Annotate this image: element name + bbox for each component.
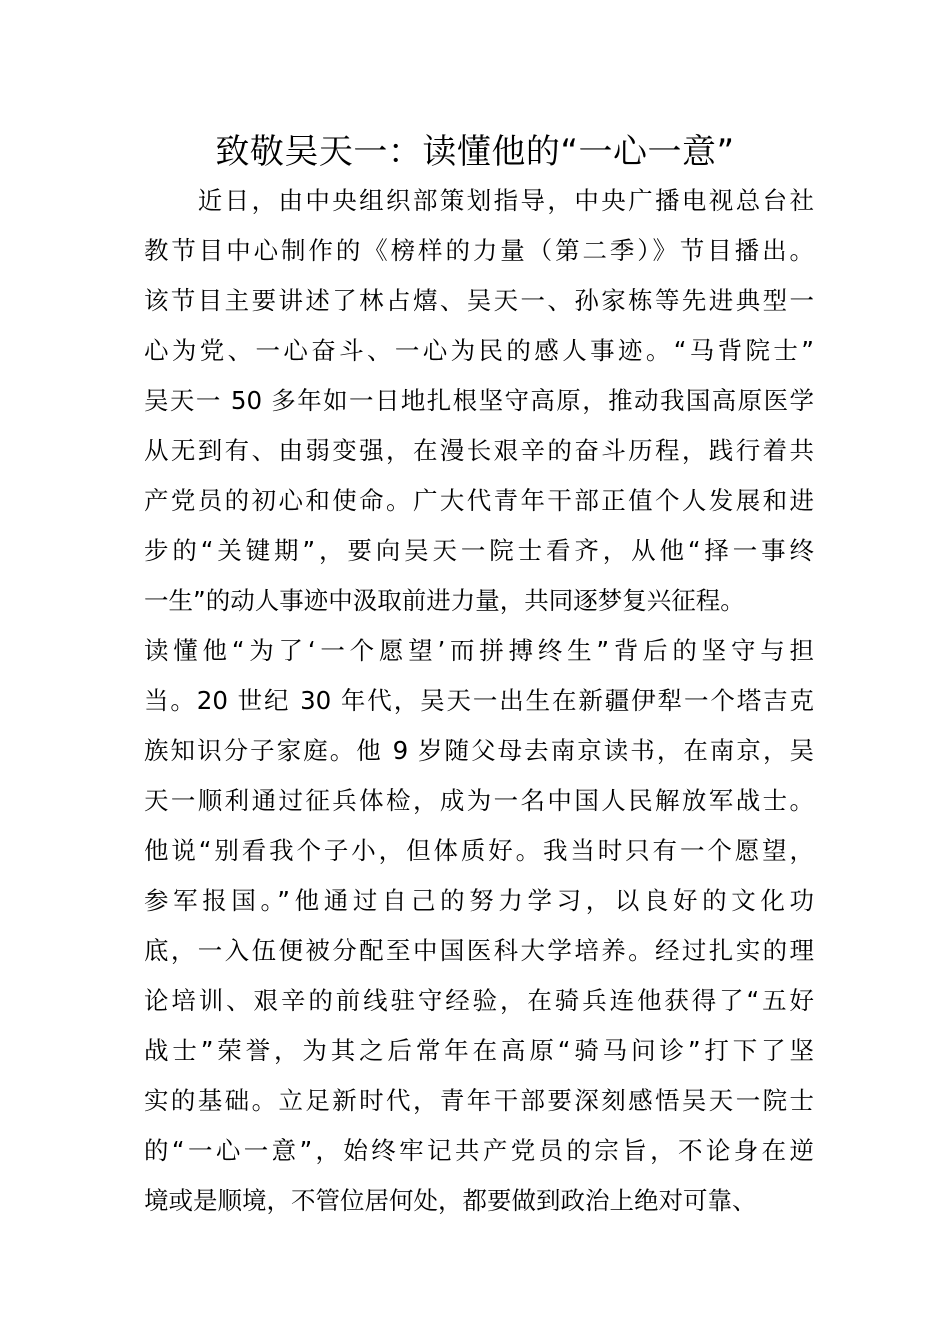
- text-line: 读懂他“为了‘一个愿望’而拼搏终生”背后的坚守与担: [144, 636, 814, 665]
- text-line: 心为党、一心奋斗、一心为民的感人事迹。“马背院士”: [144, 336, 814, 365]
- text-line: 天一顺利通过征兵体检，成为一名中国人民解放军战士。: [144, 786, 814, 815]
- paragraph-1: [144, 176, 814, 626]
- text-line: 教节目中心制作的《榜样的力量（第二季）》节目播出。: [144, 236, 814, 265]
- text-line: 该节目主要讲述了林占熺、吴天一、孙家栋等先进典型一: [144, 286, 814, 315]
- text-line: 一生”的动人事迹中汲取前进力量，共同逐梦复兴征程。: [144, 586, 745, 615]
- paragraph-2: [144, 626, 814, 1226]
- text-line: 产党员的初心和使命。广大代青年干部正值个人发展和进: [144, 486, 814, 515]
- text-line: 族知识分子家庭。他 9 岁随父母去南京读书，在南京，吴: [144, 736, 814, 765]
- text-line: 从无到有、由弱变强，在漫长艰辛的奋斗历程，践行着共: [144, 436, 814, 465]
- text-line: 吴天一 50 多年如一日地扎根坚守高原，推动我国高原医学: [144, 386, 814, 415]
- text-line: 境或是顺境，不管位居何处，都要做到政治上绝对可靠、: [144, 1186, 757, 1215]
- text-line: 战士”荣誉，为其之后常年在高原“骑马问诊”打下了坚: [144, 1036, 814, 1065]
- text-line: 的“一心一意”，始终牢记共产党员的宗旨，不论身在逆: [144, 1136, 814, 1165]
- text-line: 实的基础。立足新时代，青年干部要深刻感悟吴天一院士: [144, 1086, 814, 1115]
- text-line: 论培训、艰辛的前线驻守经验，在骑兵连他获得了“五好: [144, 986, 814, 1015]
- text-line: 参军报国。”他通过自己的努力学习，以良好的文化功: [144, 886, 814, 915]
- text-line: 他说“别看我个子小，但体质好。我当时只有一个愿望，: [144, 836, 814, 865]
- text-line: 底，一入伍便被分配至中国医科大学培养。经过扎实的理: [144, 936, 814, 965]
- text-line: 步的“关键期”，要向吴天一院士看齐，从他“择一事终: [144, 536, 814, 565]
- text-line: 当。20 世纪 30 年代，吴天一出生在新疆伊犁一个塔吉克: [144, 686, 814, 715]
- text-line: 近日，由中央组织部策划指导，中央广播电视总台社: [144, 186, 814, 215]
- document-title: 致敬吴天一：读懂他的“一心一意”: [215, 132, 735, 172]
